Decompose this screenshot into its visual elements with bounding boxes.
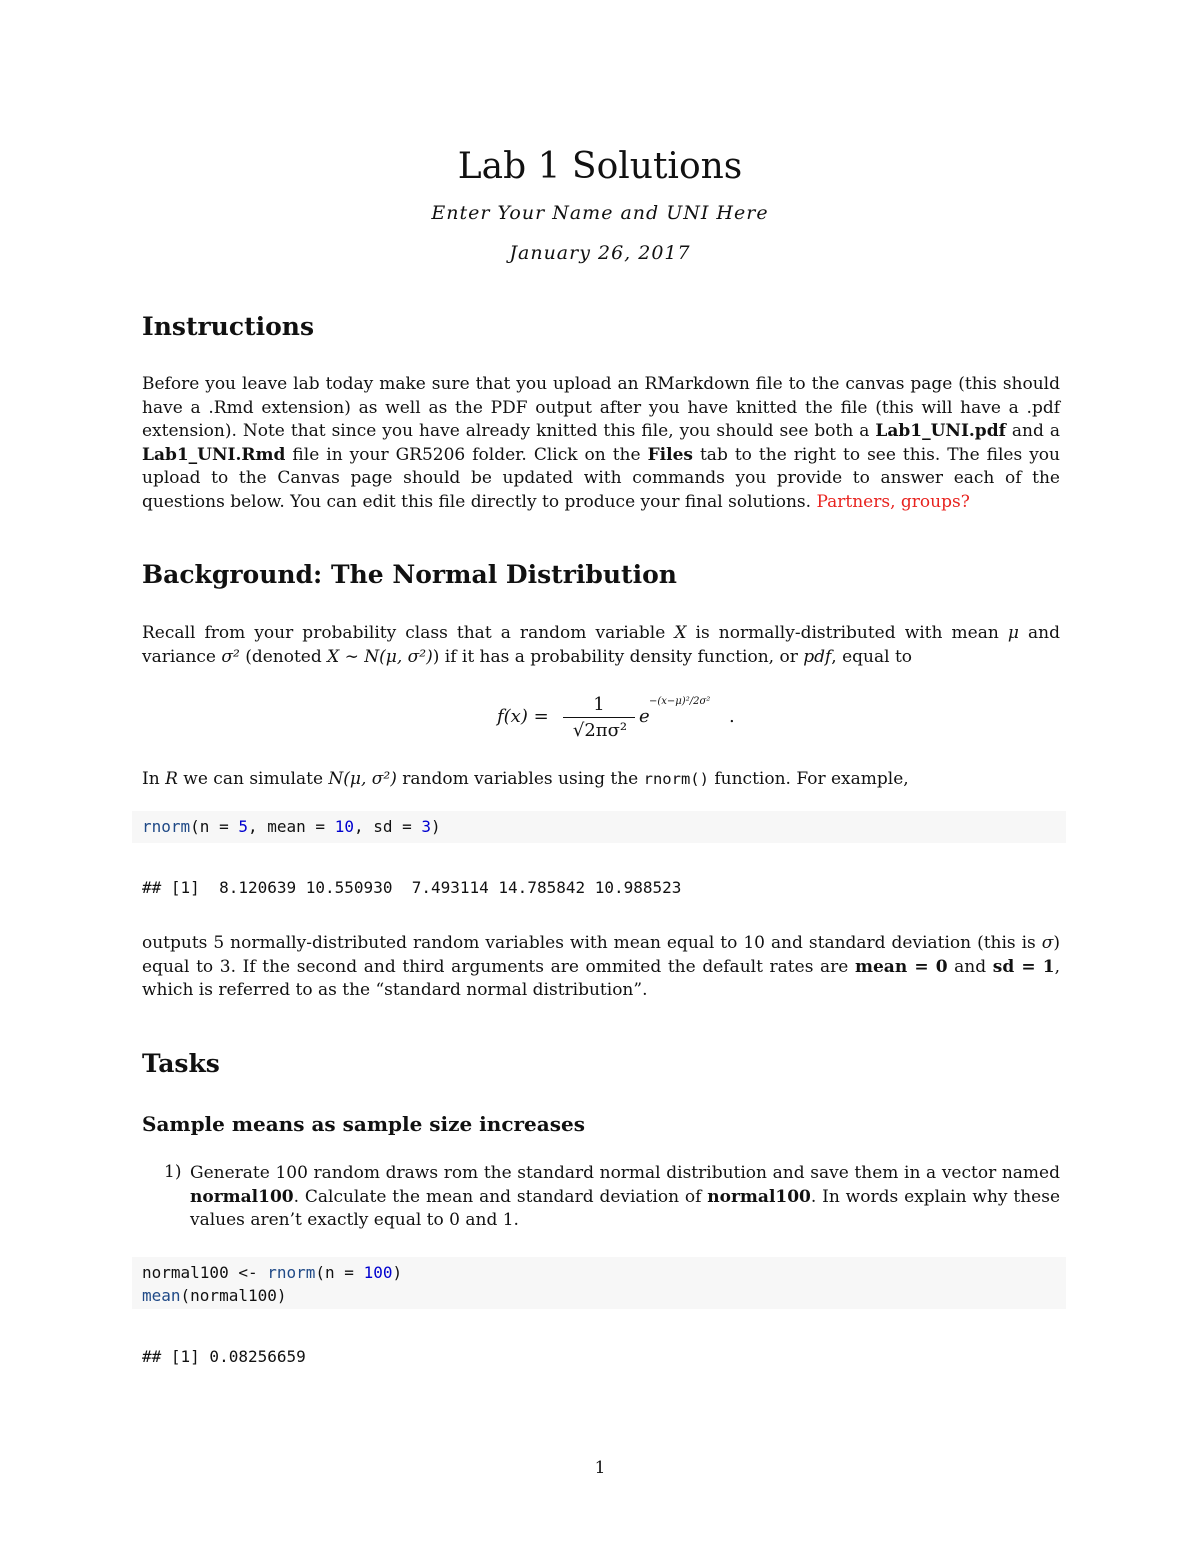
code-line-2	[142, 1284, 1056, 1307]
instructions-text-1: Before you leave lab today make sure that you upload an RMarkdown file to the canvas page (this should have a .Rmd extension) as well as the PDF output after you have knitted the file (this will have a .pdf extension). Note that since you have already knitted this file, you should see both a	[142, 374, 1060, 441]
bg-p1-text-f: , equal to	[831, 646, 913, 667]
code-mean-value: 10	[334, 817, 354, 836]
bg-p2-n: N(μ, σ²)	[328, 769, 397, 789]
code-output-mean: ## [1] 0.08256659	[142, 1347, 306, 1366]
code-mid1: , mean =	[247, 817, 335, 836]
bg-p2-text-c: random variables using the	[396, 769, 644, 789]
code-l1-open: (n =	[315, 1263, 364, 1282]
bg-p2-r: R	[165, 769, 178, 789]
bg-p3-sigma: σ	[1041, 933, 1054, 953]
code-output-rnorm: ## [1] 8.120639 10.550930 7.493114 14.785842 10.988523	[142, 878, 682, 897]
formula-numerator: 1	[593, 694, 605, 715]
bg-p1-text-b: is normally-distributed with mean	[686, 623, 1008, 643]
formula-fraction-bar	[563, 717, 635, 718]
bg-p1-denoted: X ∼ N(μ, σ²)	[327, 646, 433, 667]
formula-exponent: −(x−μ)²/2σ²	[649, 696, 711, 707]
instructions-text-2: and a	[1005, 421, 1060, 441]
instructions-text-4: tab to the right to see this. The files you upload to the Canvas page should be updated with commands you provide to answer each of the questions below. You can edit this file directly to produce your final solutions.	[142, 444, 1060, 512]
code-l2-fn: mean	[142, 1286, 181, 1305]
code-fn-rnorm: rnorm	[142, 817, 191, 836]
code-block-normal100	[132, 1257, 1066, 1309]
code-n-value: 5	[238, 817, 248, 836]
code-l1-fn: rnorm	[267, 1263, 316, 1282]
formula-lhs: f(x) =	[497, 706, 549, 727]
code-line-1	[142, 1261, 1056, 1284]
tasks-subheading: Sample means as sample size increases	[142, 1112, 585, 1136]
task-var-2: normal100	[707, 1186, 811, 1207]
code-l1-n: 100	[363, 1263, 393, 1282]
bg-p3-sd: sd = 1	[992, 956, 1055, 977]
bg-p1-sigma2: σ²	[221, 646, 240, 667]
background-paragraph-2	[142, 768, 1060, 792]
code-open: (n =	[190, 817, 239, 836]
tasks-heading: Tasks	[142, 1049, 220, 1078]
code-l1-close: )	[392, 1263, 403, 1282]
instructions-heading: Instructions	[142, 312, 315, 341]
task-text-c: . In words explain why these values aren’t exactly equal to 0 and 1.	[190, 1186, 1061, 1230]
formula-denominator: √2πσ²	[572, 720, 628, 741]
bg-p1-text-e: ) if it has a probability density function, or	[432, 646, 804, 667]
bg-p3-text-c: and	[947, 956, 993, 977]
files-tab-name: Files	[647, 444, 693, 465]
bg-p2-function: rnorm()	[643, 770, 709, 788]
normal-pdf-formula	[497, 690, 757, 750]
task-item-number: 1)	[164, 1162, 182, 1182]
file-rmd-name: Lab1_UNI.Rmd	[142, 444, 286, 465]
document-title: Lab 1 Solutions	[457, 146, 743, 187]
task-text-b: . Calculate the mean and standard deviation of	[293, 1186, 708, 1207]
document-author: Enter Your Name and UNI Here	[431, 202, 769, 224]
task-var-1: normal100	[190, 1186, 294, 1207]
background-paragraph-3	[142, 932, 1060, 1003]
bg-p3-text-a: outputs 5 normally-distributed random variables with mean equal to 10 and standard deviation (this is	[142, 933, 1042, 953]
document-date: January 26, 2017	[509, 242, 691, 264]
bg-p1-pdf: pdf	[803, 646, 832, 667]
background-paragraph-1	[142, 622, 1060, 669]
instructions-text-3: file in your GR5206 folder. Click on the	[285, 444, 648, 465]
code-l2-args: (normal100)	[180, 1286, 287, 1305]
bg-p2-text-a: In	[142, 769, 166, 789]
bg-p3-text-d: , which is referred to as the “standard normal distribution”.	[142, 956, 1061, 1000]
code-l1-assign: normal100 <-	[142, 1263, 268, 1282]
task-item-text	[190, 1162, 1060, 1233]
formula-end: .	[729, 706, 735, 727]
bg-p1-text-a: Recall from your probability class that a random variable	[142, 623, 675, 643]
file-pdf-name: Lab1_UNI.pdf	[875, 421, 1006, 441]
bg-p2-text-d: function. For example,	[708, 769, 909, 789]
code-block-rnorm	[132, 811, 1066, 843]
bg-p3-mean: mean = 0	[855, 956, 948, 977]
bg-p1-text-c: and variance	[142, 623, 1060, 667]
page-number: 1	[594, 1458, 606, 1478]
red-note: Partners, groups?	[816, 491, 970, 512]
task-text-a: Generate 100 random draws rom the standard normal distribution and save them in a vector named	[190, 1163, 1060, 1183]
background-heading: Background: The Normal Distribution	[142, 560, 677, 589]
code-sd-value: 3	[421, 817, 432, 836]
code-mid2: , sd =	[353, 817, 422, 836]
formula-base: e	[639, 706, 650, 727]
bg-p1-mu: μ	[1007, 623, 1019, 643]
bg-p2-text-b: we can simulate	[177, 769, 329, 789]
instructions-paragraph	[142, 373, 1060, 514]
bg-p1-var-x: X	[674, 623, 687, 643]
bg-p1-text-d: (denoted	[239, 646, 328, 667]
bg-p3-text-b: ) equal to 3. If the second and third arguments are ommited the default rates are	[142, 933, 1060, 977]
code-close: )	[431, 817, 441, 836]
